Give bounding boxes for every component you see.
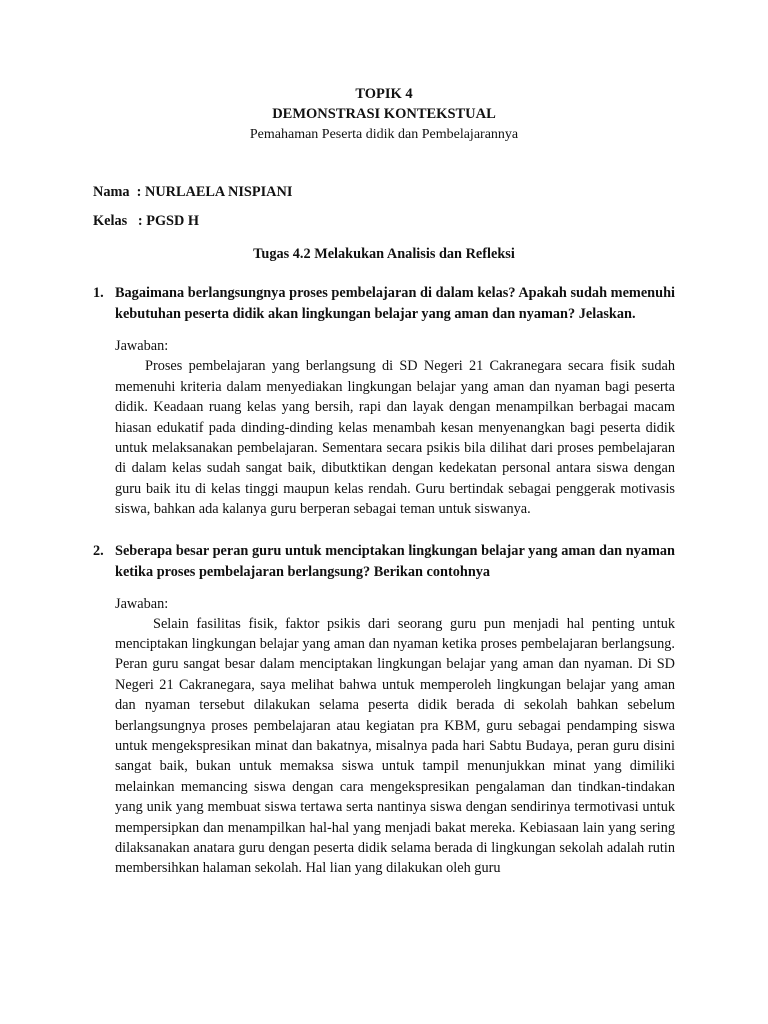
document-title: DEMONSTRASI KONTEKSTUAL	[272, 106, 496, 122]
answer-label: Jawaban:	[115, 595, 169, 612]
question-2	[93, 541, 675, 583]
question-number: 1.	[93, 285, 104, 302]
identity-block	[93, 182, 675, 231]
student-class: Kelas : PGSD H	[93, 213, 200, 229]
document-subtitle: Pemahaman Peserta didik dan Pembelajarannya	[249, 127, 519, 142]
answer-1-text: Proses pembelajaran yang berlangsung di SD Negeri 21 Cakranegara secara fisik sudah memenuhi kriteria dalam menyediakan lingkungan belajar yang aman dan nyaman bagi peserta didik. Keadaan ruang kelas yang bersih, rapi dan layak dengan menampilkan berbagai macam hiasan edukatif pada dinding-dinding kelas menambah kesan menyenangkan bagi peserta didik untuk melaksanakan pembelajaran. Sementara secara psikis bila dilihat dari proses pembelajaran di dalam kelas sudah sangat baik, dibutktikan dengan kedekatan personal antara siswa dengan guru baik itu di kelas tinggi maupun kelas rendah. Guru bertindak sebagai penggerak motivasis siswa, bahkan ada kalanya guru berperan sebagai teman untuk siswanya.	[115, 358, 675, 518]
task-title: Tugas 4.2 Melakukan Analisis dan Refleksi	[253, 246, 515, 262]
question-1	[93, 283, 675, 325]
question-text: Seberapa besar peran guru untuk menciptakan lingkungan belajar yang aman dan nyaman ketika proses pembelajaran berlangsung? Berikan contohnya	[115, 542, 675, 580]
answer-2-text: Selain fasilitas fisik, faktor psikis dari seorang guru pun menjadi hal penting untuk menciptakan lingkungan belajar yang aman dan nyaman ketika proses pembelajaran berlangsung. Peran guru sangat besar dalam menciptakan lingkungan belajar yang aman dan nyaman. Di SD Negeri 21 Cakranegara, saya melihat bahwa untuk memperoleh lingkungan belajar yang aman dan nyaman tersebut dilakukan selama peserta didik berada di sekolah bahkan sebelum berlangsungnya proses pembelajaran atau kegiatan pra KBM, guru sebagai pendamping siswa untuk mengekspresikan minat dan bakatnya, misalnya pada hari Sabtu Budaya, peran guru disini sangat baik, bukan untuk memaksa siswa untuk tampil menunjukkan minat yang dimiliki melainkan memancing siswa dengan cara mengekspresikan pengalaman dan tindkan-tindakan yang unik yang membuat siswa tertawa serta nantinya siswa dengan sendirinya termotivasi untuk mempersipkan dan menampilkan hal-hal yang menjadi bakat mereka. Kebiasaan lain yang sering dilaksanakan anatara guru dengan peserta didik selama berada di lingkungan sekolah adalah rutin membersihkan halaman sekolah. Hal lian yang dilakukan oleh guru	[115, 615, 675, 877]
question-number: 2.	[93, 542, 104, 559]
student-name: Nama : NURLAELA NISPIANI	[93, 184, 293, 200]
answer-label: Jawaban:	[115, 338, 169, 355]
question-text: Bagaimana berlangsungnya proses pembelajaran di dalam kelas? Apakah sudah memenuhi kebutuhan peserta didik akan lingkungan belajar yang aman dan nyaman? Jelaskan.	[115, 285, 675, 323]
topic-heading: TOPIK 4	[355, 86, 413, 102]
